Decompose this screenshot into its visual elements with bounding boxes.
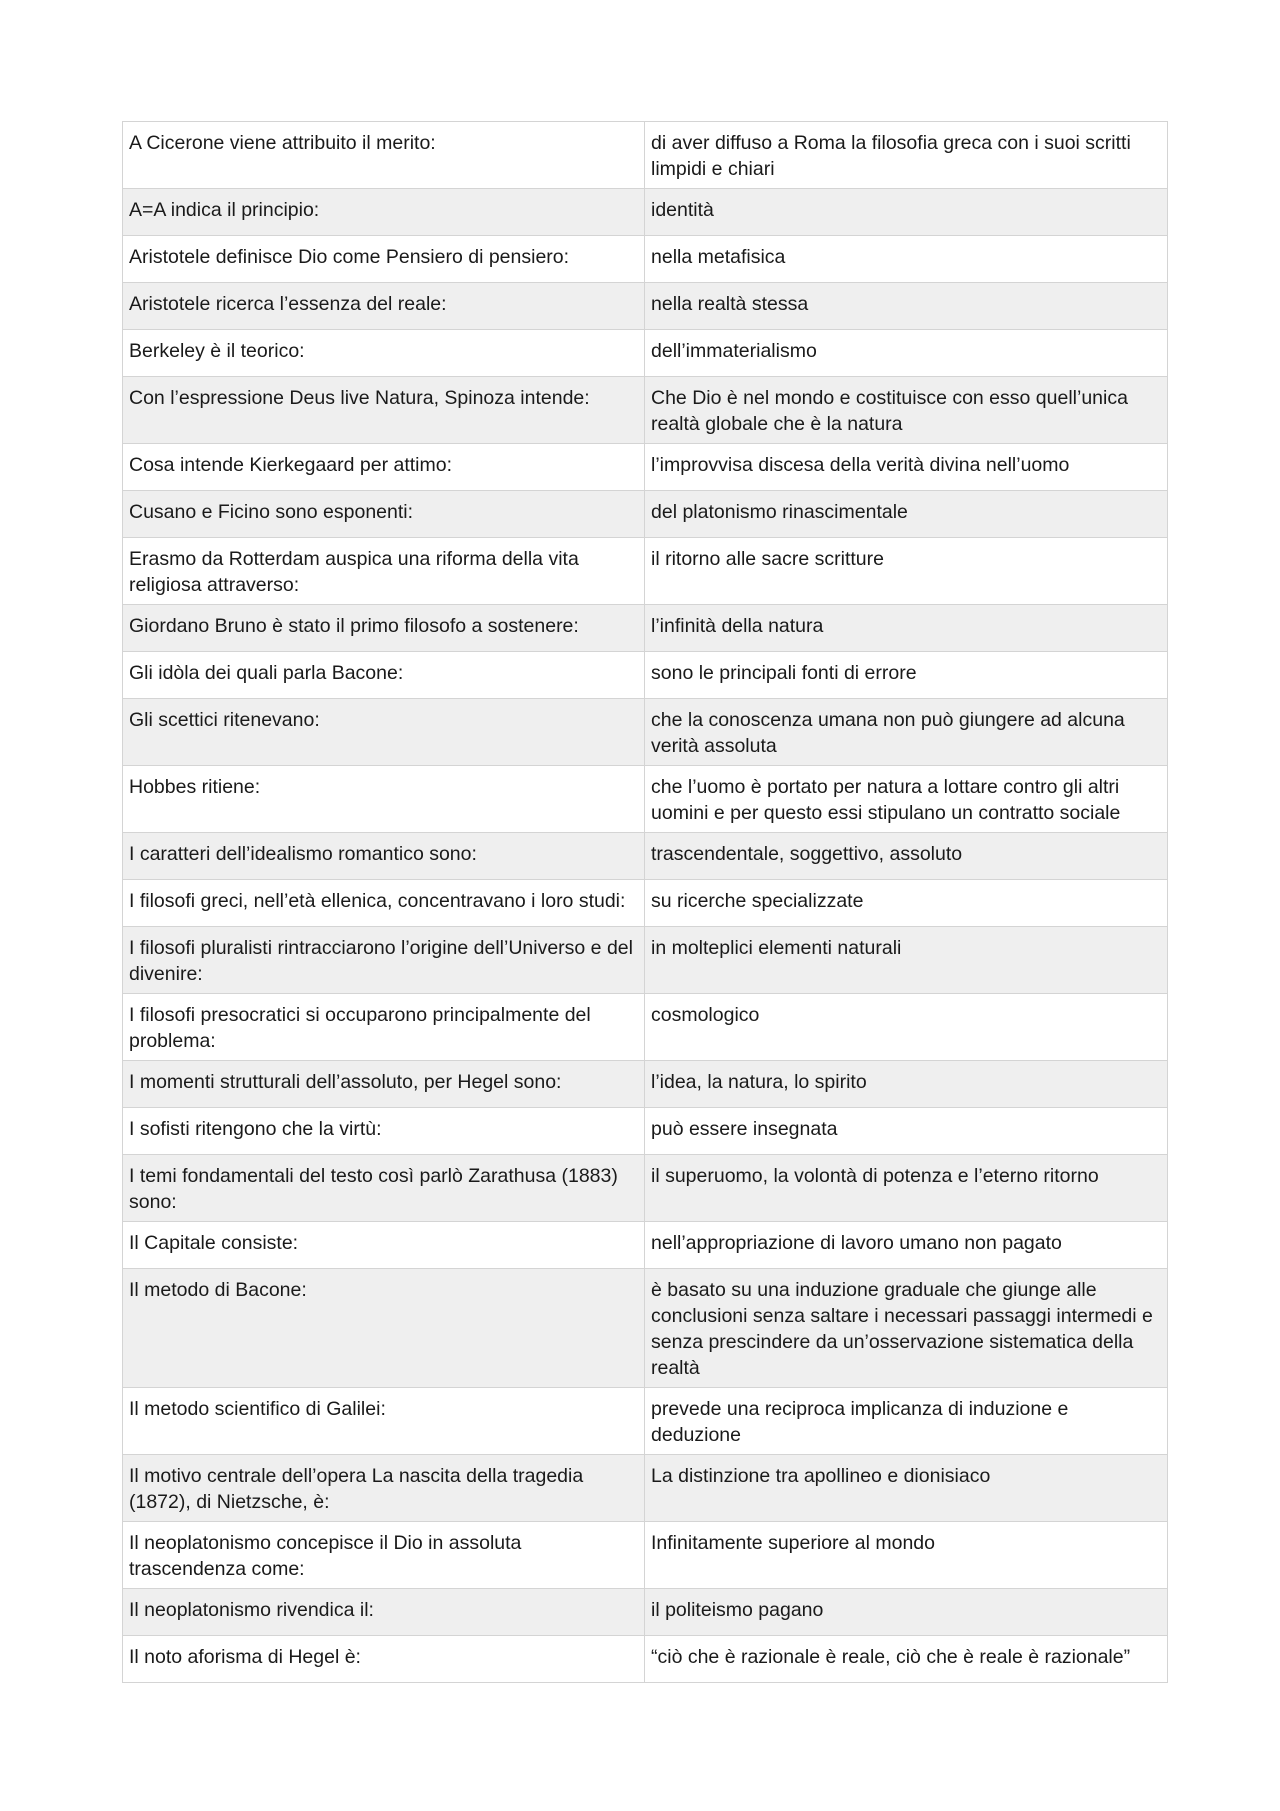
table-row (123, 1589, 1168, 1636)
question-cell: Berkeley è il teorico: (123, 330, 645, 377)
answer-cell: identità (645, 189, 1168, 236)
table-row (123, 236, 1168, 283)
table-row (123, 652, 1168, 699)
table-row (123, 283, 1168, 330)
answer-cell: che la conoscenza umana non può giungere ad alcuna verità assoluta (645, 699, 1168, 766)
table-row (123, 122, 1168, 189)
answer-cell: in molteplici elementi naturali (645, 927, 1168, 994)
table-row (123, 605, 1168, 652)
table-row (123, 1522, 1168, 1589)
answer-cell: di aver diffuso a Roma la filosofia greca con i suoi scritti limpidi e chiari (645, 122, 1168, 189)
answer-cell: sono le principali fonti di errore (645, 652, 1168, 699)
question-cell: Con l’espressione Deus live Natura, Spinoza intende: (123, 377, 645, 444)
answer-cell: il politeismo pagano (645, 1589, 1168, 1636)
answer-cell: il superuomo, la volontà di potenza e l’eterno ritorno (645, 1155, 1168, 1222)
question-cell: Il neoplatonismo rivendica il: (123, 1589, 645, 1636)
question-cell: Il Capitale consiste: (123, 1222, 645, 1269)
question-cell: Il neoplatonismo concepisce il Dio in assoluta trascendenza come: (123, 1522, 645, 1589)
answer-cell: il ritorno alle sacre scritture (645, 538, 1168, 605)
question-cell: I filosofi presocratici si occuparono principalmente del problema: (123, 994, 645, 1061)
answer-cell: nella metafisica (645, 236, 1168, 283)
question-cell: A=A indica il principio: (123, 189, 645, 236)
table-row (123, 1269, 1168, 1388)
table-row (123, 538, 1168, 605)
table-row (123, 1108, 1168, 1155)
answer-cell: Che Dio è nel mondo e costituisce con esso quell’unica realtà globale che è la natura (645, 377, 1168, 444)
table-row (123, 927, 1168, 994)
question-cell: I filosofi pluralisti rintracciarono l’origine dell’Universo e del divenire: (123, 927, 645, 994)
table-row (123, 444, 1168, 491)
answer-cell: cosmologico (645, 994, 1168, 1061)
table-row (123, 1155, 1168, 1222)
question-cell: Aristotele ricerca l’essenza del reale: (123, 283, 645, 330)
table-row (123, 994, 1168, 1061)
answer-cell: che l’uomo è portato per natura a lottare contro gli altri uomini e per questo essi stipulano un contratto sociale (645, 766, 1168, 833)
question-cell: Il motivo centrale dell’opera La nascita della tragedia (1872), di Nietzsche, è: (123, 1455, 645, 1522)
answer-cell: è basato su una induzione graduale che giunge alle conclusioni senza saltare i necessari passaggi intermedi e senza prescindere da un’osservazione sistematica della realtà (645, 1269, 1168, 1388)
table-row (123, 189, 1168, 236)
question-cell: A Cicerone viene attribuito il merito: (123, 122, 645, 189)
answer-cell: trascendentale, soggettivo, assoluto (645, 833, 1168, 880)
question-cell: Giordano Bruno è stato il primo filosofo a sostenere: (123, 605, 645, 652)
table-row (123, 1222, 1168, 1269)
question-cell: Gli idòla dei quali parla Bacone: (123, 652, 645, 699)
table-row (123, 1636, 1168, 1683)
question-cell: Cusano e Ficino sono esponenti: (123, 491, 645, 538)
question-cell: Cosa intende Kierkegaard per attimo: (123, 444, 645, 491)
table-row (123, 833, 1168, 880)
question-cell: Il noto aforisma di Hegel è: (123, 1636, 645, 1683)
question-cell: I momenti strutturali dell’assoluto, per Hegel sono: (123, 1061, 645, 1108)
question-cell: Il metodo di Bacone: (123, 1269, 645, 1388)
answer-cell: su ricerche specializzate (645, 880, 1168, 927)
table-row (123, 1388, 1168, 1455)
answer-cell: l’improvvisa discesa della verità divina nell’uomo (645, 444, 1168, 491)
answer-cell: nell’appropriazione di lavoro umano non pagato (645, 1222, 1168, 1269)
question-cell: I filosofi greci, nell’età ellenica, concentravano i loro studi: (123, 880, 645, 927)
table-row (123, 766, 1168, 833)
table-row (123, 1455, 1168, 1522)
answer-cell: l’infinità della natura (645, 605, 1168, 652)
table-row (123, 880, 1168, 927)
answer-cell: prevede una reciproca implicanza di induzione e deduzione (645, 1388, 1168, 1455)
answer-cell: del platonismo rinascimentale (645, 491, 1168, 538)
question-cell: I temi fondamentali del testo così parlò Zarathusa (1883) sono: (123, 1155, 645, 1222)
table-row (123, 377, 1168, 444)
qa-table-body (123, 122, 1168, 1683)
question-cell: I sofisti ritengono che la virtù: (123, 1108, 645, 1155)
question-cell: Aristotele definisce Dio come Pensiero di pensiero: (123, 236, 645, 283)
question-cell: Il metodo scientifico di Galilei: (123, 1388, 645, 1455)
table-row (123, 1061, 1168, 1108)
question-cell: Hobbes ritiene: (123, 766, 645, 833)
answer-cell: nella realtà stessa (645, 283, 1168, 330)
answer-cell: Infinitamente superiore al mondo (645, 1522, 1168, 1589)
question-cell: Gli scettici ritenevano: (123, 699, 645, 766)
answer-cell: l’idea, la natura, lo spirito (645, 1061, 1168, 1108)
answer-cell: La distinzione tra apollineo e dionisiaco (645, 1455, 1168, 1522)
table-row (123, 699, 1168, 766)
question-cell: I caratteri dell’idealismo romantico sono: (123, 833, 645, 880)
table-row (123, 491, 1168, 538)
qa-table (122, 121, 1168, 1683)
table-row (123, 330, 1168, 377)
answer-cell: “ciò che è razionale è reale, ciò che è reale è razionale” (645, 1636, 1168, 1683)
question-cell: Erasmo da Rotterdam auspica una riforma della vita religiosa attraverso: (123, 538, 645, 605)
answer-cell: dell’immaterialismo (645, 330, 1168, 377)
answer-cell: può essere insegnata (645, 1108, 1168, 1155)
